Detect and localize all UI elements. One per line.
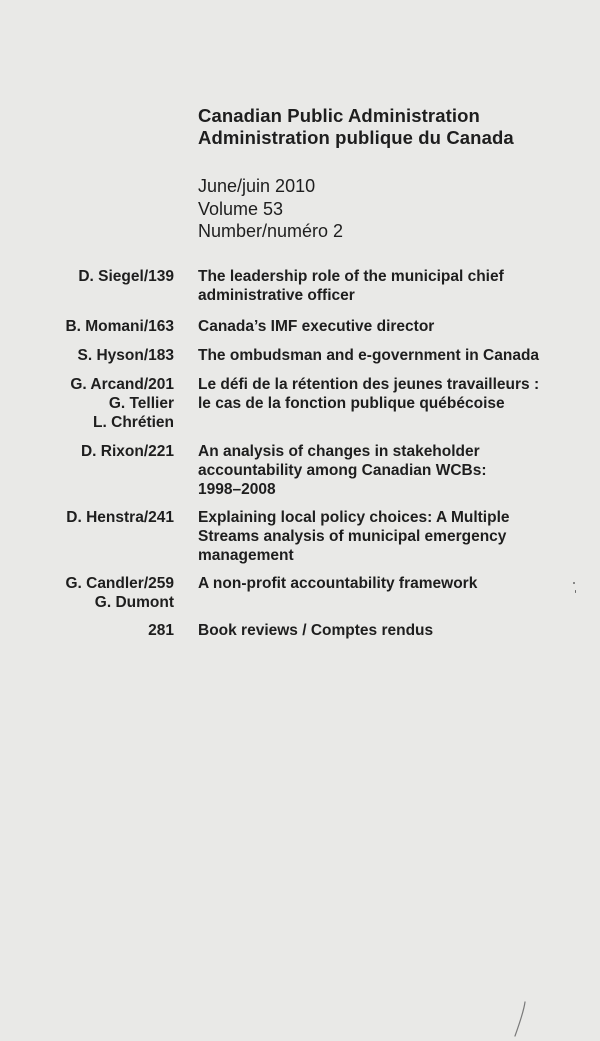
toc-author-page (78, 267, 174, 286)
toc-entry (0, 574, 600, 621)
article-title-line: Explaining local policy choices: A Multiple (198, 509, 510, 526)
article-title-line: Book reviews / Comptes rendus (198, 622, 434, 639)
toc-entry (0, 442, 600, 508)
article-title-line: Streams analysis of municipal emergency (198, 528, 507, 545)
toc-entry (0, 621, 600, 645)
pen-mark (512, 1000, 528, 1040)
toc-article-title (198, 508, 578, 565)
toc-entry (0, 317, 600, 346)
article-title-line: Le défi de la rétention des jeunes travailleurs : (198, 376, 540, 393)
table-of-contents (0, 267, 600, 639)
paper-speck (573, 582, 575, 584)
author-page-line: D. Rixon/221 (80, 443, 174, 460)
article-title-line: An analysis of changes in stakeholder (198, 443, 480, 460)
author-page-line: D. Henstra/241 (66, 509, 174, 526)
toc-article-title (198, 317, 578, 336)
article-title-line: management (198, 547, 294, 564)
toc-author-page (78, 346, 175, 365)
author-page-line: G. Candler/259 (65, 575, 174, 592)
toc-author-page (66, 508, 174, 527)
toc-article-title (198, 621, 578, 640)
toc-author-page (81, 442, 174, 461)
author-page-line: G. Dumont (94, 594, 174, 611)
toc-author-page (148, 621, 174, 640)
article-title-line: Canada’s IMF executive director (198, 318, 435, 335)
article-title-line: The ombudsman and e-government in Canada (198, 347, 540, 364)
article-title-line: The leadership role of the municipal chief (198, 268, 504, 285)
issue-date: June/juin 2010 (198, 176, 316, 196)
toc-author-page (65, 574, 174, 612)
toc-entry (0, 267, 600, 307)
article-title-line: A non-profit accountability framework (198, 575, 478, 592)
issue-number: Number/numéro 2 (198, 221, 344, 241)
author-page-line: D. Siegel/139 (78, 268, 174, 285)
paper-speck (575, 590, 576, 593)
article-title-line: 1998–2008 (198, 481, 276, 498)
article-title-line: le cas de la fonction publique québécoise (198, 395, 505, 412)
author-page-line: 281 (148, 622, 174, 639)
journal-title-french: Administration publique du Canada (198, 127, 514, 148)
toc-author-page (65, 317, 174, 336)
toc-article-title (198, 574, 578, 593)
journal-title-english: Canadian Public Administration (198, 105, 480, 126)
article-title-line: accountability among Canadian WCBs: (198, 462, 487, 479)
author-page-line: S. Hyson/183 (77, 347, 174, 364)
article-title-line: administrative officer (198, 287, 355, 304)
toc-article-title (198, 442, 578, 499)
author-page-line: G. Tellier (108, 395, 174, 412)
journal-header (198, 105, 514, 149)
toc-entry (0, 375, 600, 442)
toc-article-title (198, 346, 578, 365)
toc-entry (0, 508, 600, 574)
issue-volume: Volume 53 (198, 198, 284, 219)
author-page-line: L. Chrétien (93, 414, 174, 431)
author-page-line: B. Momani/163 (65, 318, 174, 335)
toc-author-page (70, 375, 174, 432)
author-page-line: G. Arcand/201 (70, 376, 174, 393)
toc-article-title (198, 375, 578, 413)
toc-article-title (198, 267, 578, 305)
toc-entry (0, 346, 600, 375)
issue-info (198, 175, 343, 243)
